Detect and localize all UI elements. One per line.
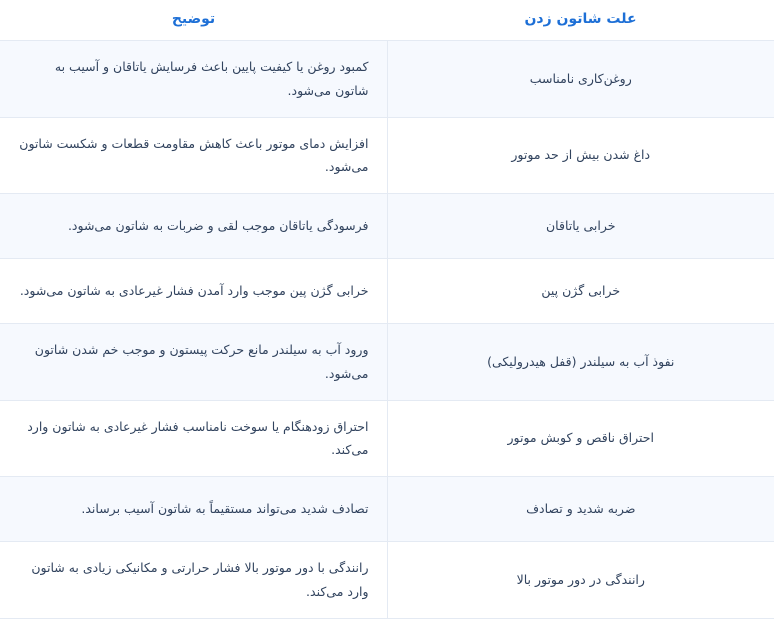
cell-description: احتراق زودهنگام یا سوخت نامناسب فشار غیرعادی به شاتون وارد می‌کند. bbox=[0, 400, 387, 477]
cell-description: ورود آب به سیلندر مانع حرکت پیستون و موجب خم شدن شاتون می‌شود. bbox=[0, 324, 387, 401]
table-header bbox=[0, 0, 774, 41]
table-row bbox=[0, 259, 774, 324]
cell-description: رانندگی با دور موتور بالا فشار حرارتی و مکانیکی زیادی به شاتون وارد می‌کند. bbox=[0, 542, 387, 619]
cell-description: تصادف شدید می‌تواند مستقیماً به شاتون آسیب برساند. bbox=[0, 477, 387, 542]
table-row bbox=[0, 400, 774, 477]
column-header-description: توضیح bbox=[0, 0, 387, 41]
table-row bbox=[0, 477, 774, 542]
cell-cause: احتراق ناقص و کوبش موتور bbox=[387, 400, 774, 477]
table-row bbox=[0, 194, 774, 259]
cell-cause: خرابی گژن پین bbox=[387, 259, 774, 324]
table-row bbox=[0, 542, 774, 619]
cell-cause: ضربه شدید و تصادف bbox=[387, 477, 774, 542]
cell-description: فرسودگی یاتاقان موجب لقی و ضربات به شاتون می‌شود. bbox=[0, 194, 387, 259]
cell-description: کمبود روغن یا کیفیت پایین باعث فرسایش یاتاقان و آسیب به شاتون می‌شود. bbox=[0, 41, 387, 118]
table-body bbox=[0, 41, 774, 619]
cell-description: افزایش دمای موتور باعث کاهش مقاومت قطعات و شکست شاتون می‌شود. bbox=[0, 117, 387, 194]
cell-cause: خرابی یاتاقان bbox=[387, 194, 774, 259]
cell-cause: روغن‌کاری نامناسب bbox=[387, 41, 774, 118]
cell-cause: رانندگی در دور موتور بالا bbox=[387, 542, 774, 619]
table-row bbox=[0, 41, 774, 118]
table-row bbox=[0, 324, 774, 401]
column-header-cause: علت شاتون زدن bbox=[387, 0, 774, 41]
cell-cause: نفوذ آب به سیلندر (قفل هیدرولیکی) bbox=[387, 324, 774, 401]
table-header-row bbox=[0, 0, 774, 41]
cell-description: خرابی گژن پین موجب وارد آمدن فشار غیرعادی به شاتون می‌شود. bbox=[0, 259, 387, 324]
cell-cause: داغ شدن بیش از حد موتور bbox=[387, 117, 774, 194]
table-row bbox=[0, 117, 774, 194]
